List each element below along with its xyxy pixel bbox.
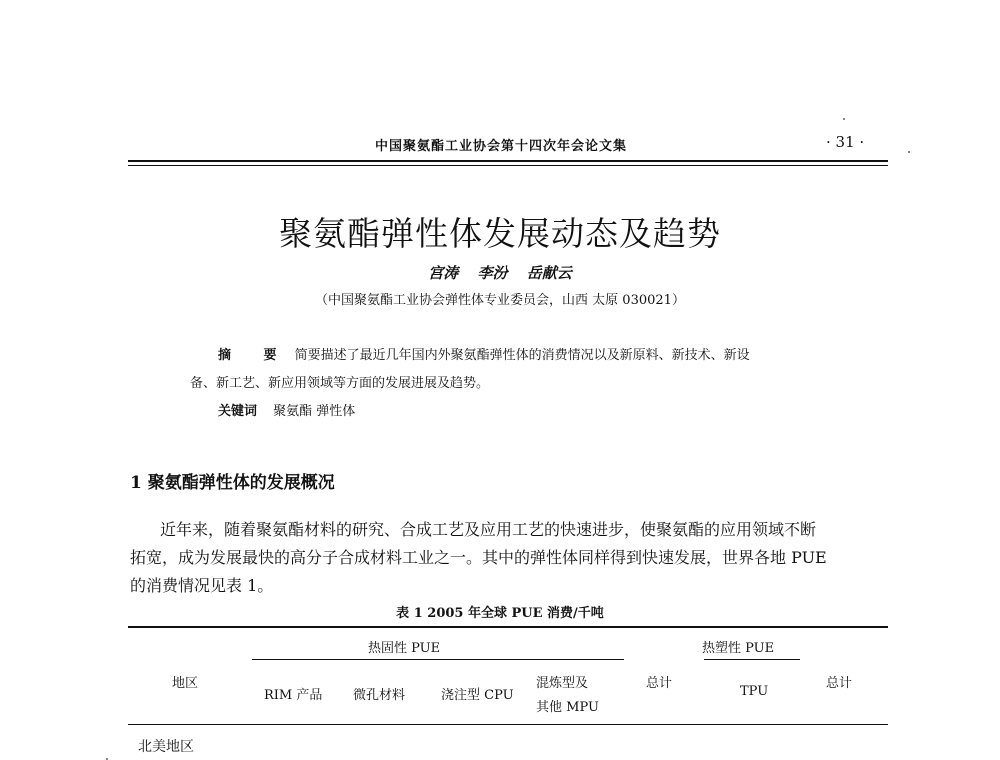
abstract-label: 摘 要 [218, 348, 291, 363]
table-header-rule [128, 724, 888, 725]
header-cast-cpu: 浇注型 CPU [441, 688, 514, 703]
table-row-region: 北美地区 [138, 739, 194, 755]
running-header: 中国聚氨酯工业协会第十四次年会论文集 [375, 139, 628, 154]
body-paragraph-line-1: 近年来，随着聚氨酯材料的研究、合成工艺及应用工艺的快速进步，使聚氨酯的应用领域不断 [160, 520, 817, 539]
page-number: · 31 · [826, 133, 865, 151]
abstract-first-line [218, 344, 750, 363]
header-mpu-line-1: 混炼型及 [536, 676, 589, 691]
header-mpu-line-2: 其他 MPU [536, 700, 599, 715]
thermoplastic-group-rule [704, 659, 800, 660]
scan-speck [843, 118, 845, 120]
header-thermoplastic-group: 热塑性 PUE [702, 641, 775, 656]
paper-affiliation: （中国聚氨酯工业协会弹性体专业委员会，山西 太原 030021） [315, 293, 685, 308]
header-tpu: TPU [740, 684, 769, 699]
section-heading: 1 聚氨酯弹性体的发展概况 [130, 473, 335, 493]
scan-speck [908, 151, 910, 153]
keywords-label: 关键词 [218, 404, 258, 419]
header-rim: RIM 产品 [264, 688, 323, 703]
header-rule-top [128, 160, 888, 162]
paper-authors: 宫涛 李汾 岳献云 [428, 264, 572, 282]
table-top-rule [128, 626, 888, 628]
header-region: 地区 [172, 676, 199, 691]
header-total-thermoplastic: 总计 [826, 676, 853, 691]
body-paragraph-line-2: 拓宽，成为发展最快的高分子合成材料工业之一。其中的弹性体同样得到快速发展，世界各地 PUE [130, 548, 827, 567]
body-paragraph-line-3: 的消费情况见表 1。 [130, 576, 274, 595]
abstract-text-1: 简要描述了最近几年国内外聚氨酯弹性体的消费情况以及新原料、新技术、新设 [294, 348, 750, 363]
keywords-text: 聚氨酯 弹性体 [273, 404, 356, 419]
header-total-thermoset: 总计 [646, 676, 673, 691]
thermoset-group-rule [252, 659, 624, 660]
header-microcellular: 微孔材料 [353, 688, 406, 703]
table-caption: 表 1 2005 年全球 PUE 消费/千吨 [396, 606, 604, 621]
paper-title: 聚氨酯弹性体发展动态及趋势 [279, 214, 721, 253]
header-rule-bottom [128, 165, 888, 166]
abstract-text-2: 备、新工艺、新应用领域等方面的发展进展及趋势。 [190, 376, 490, 391]
keywords-line [218, 400, 355, 419]
header-thermoset-group: 热固性 PUE [368, 641, 441, 656]
